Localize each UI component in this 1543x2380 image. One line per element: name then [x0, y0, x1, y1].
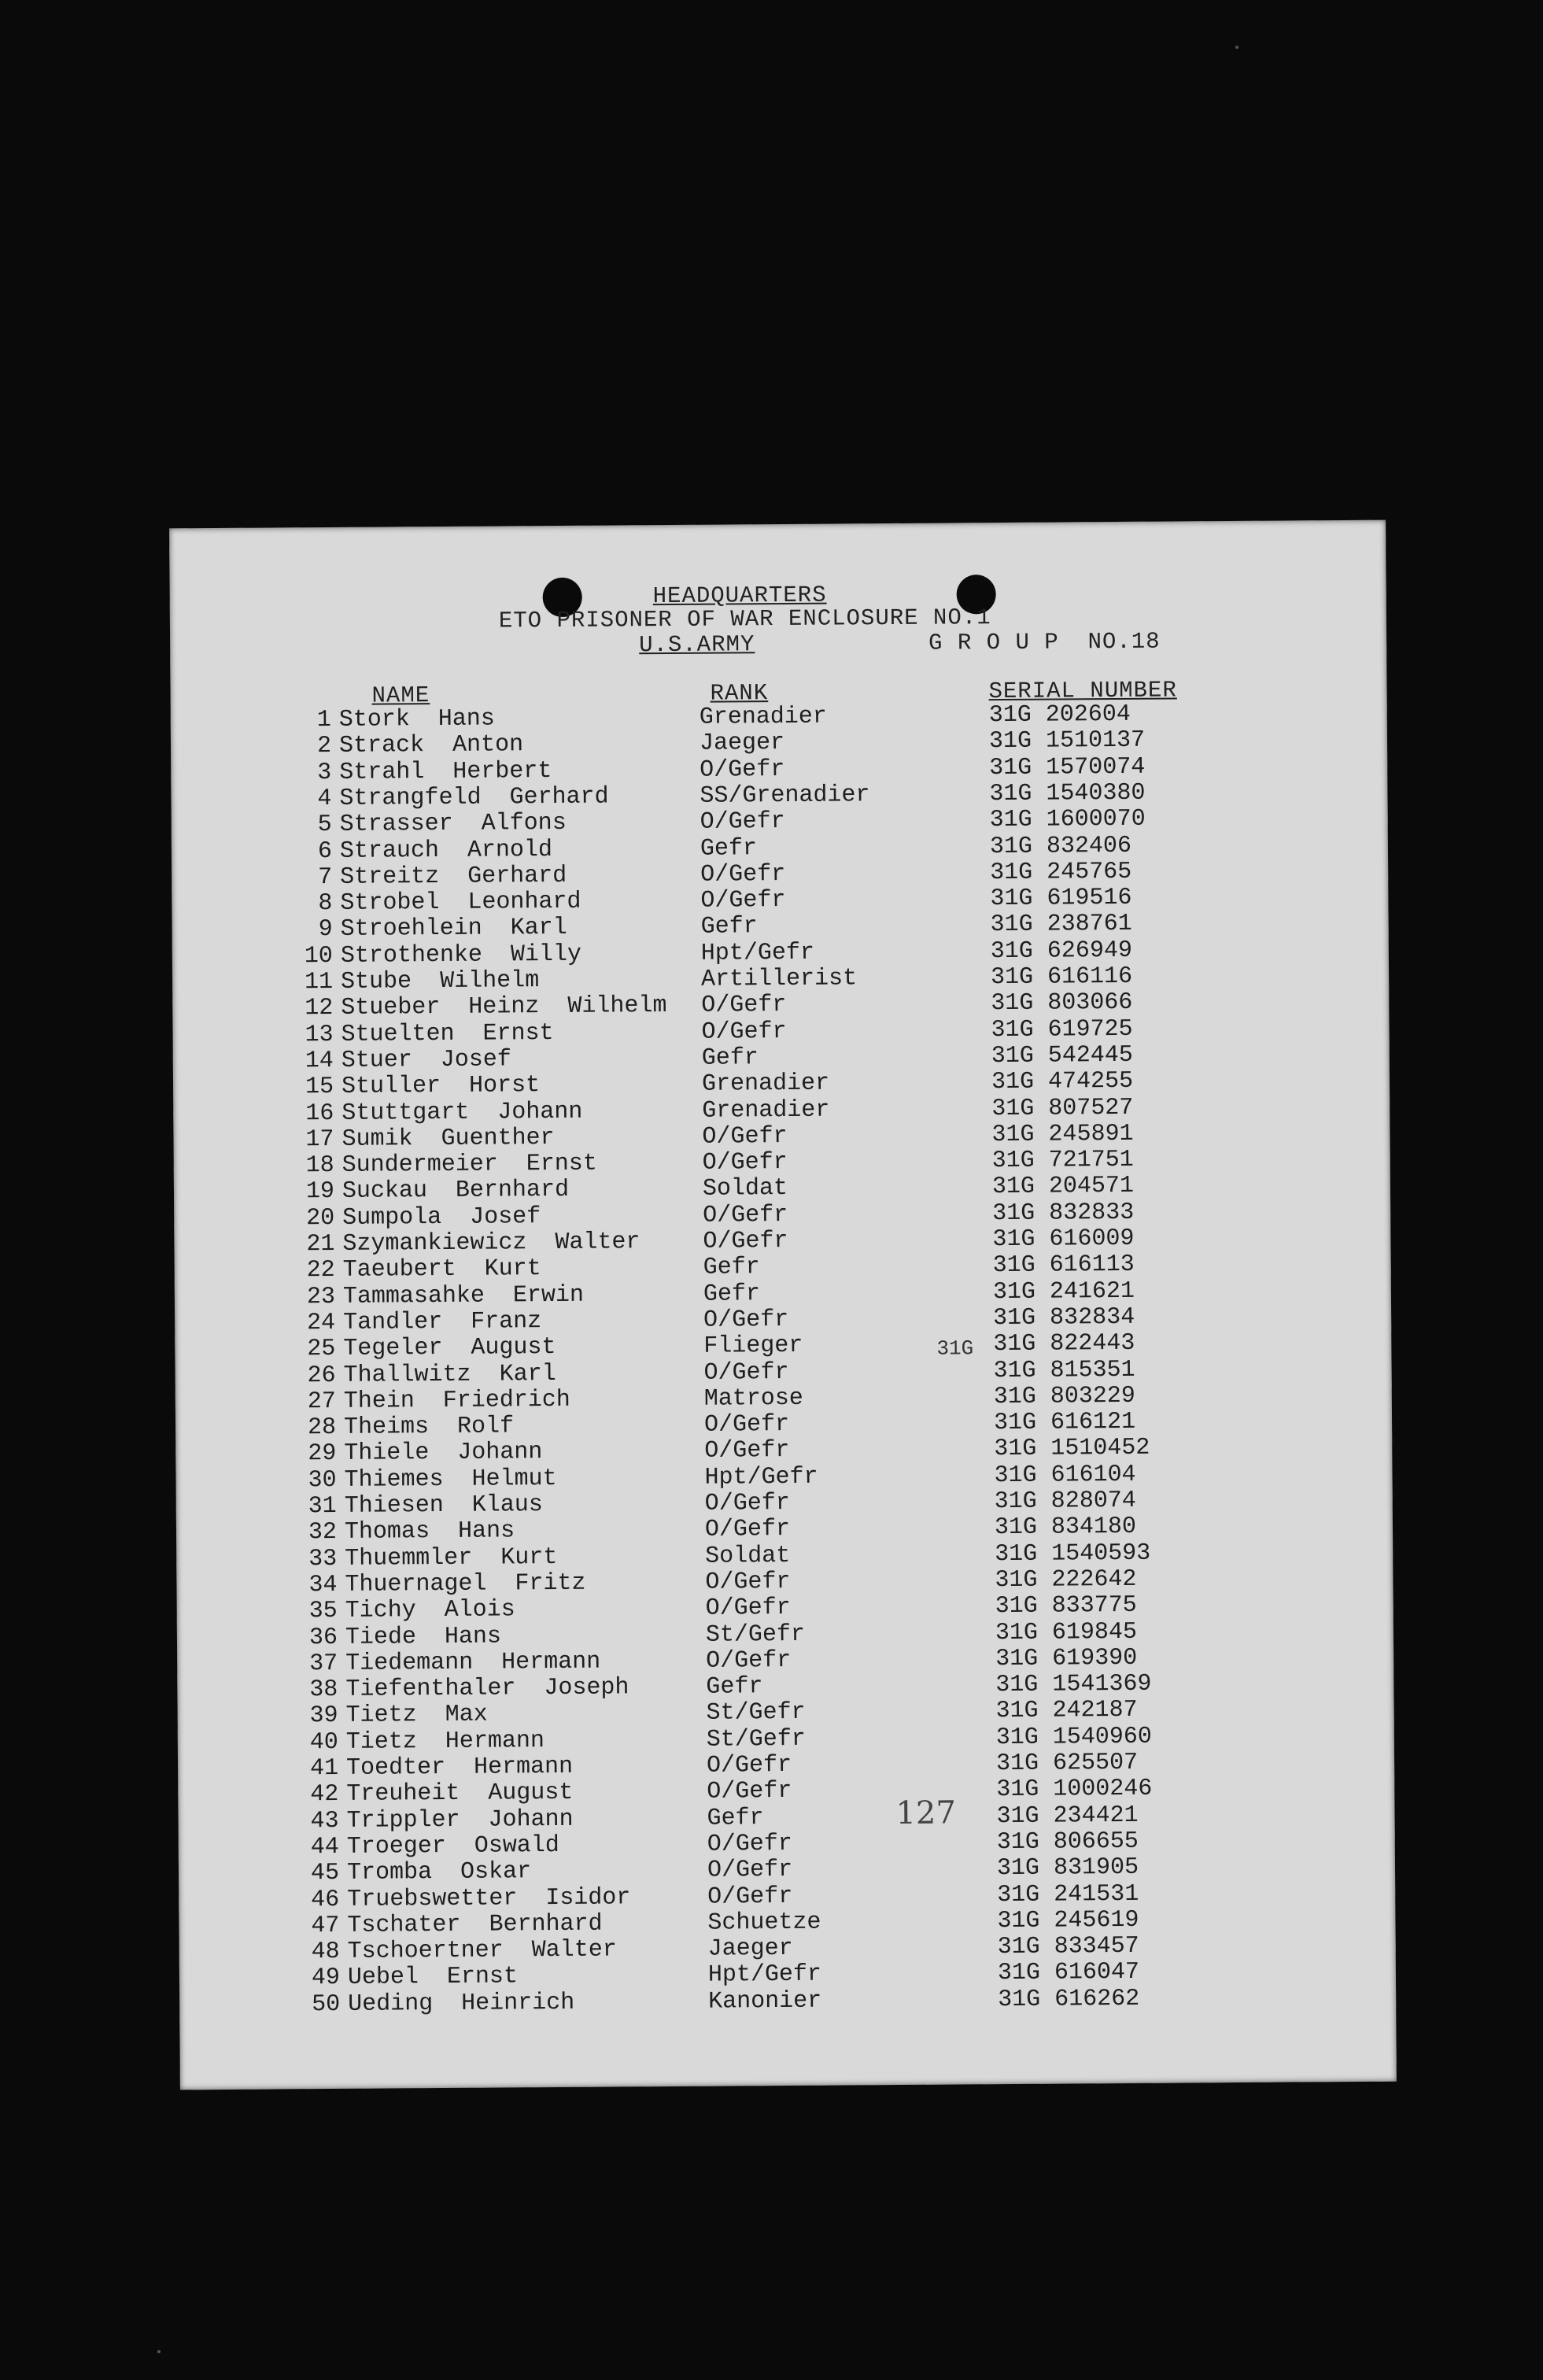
prisoner-name: Tiedemann Hermann [345, 1648, 601, 1677]
prisoner-rank: O/Gefr [701, 992, 787, 1020]
prisoner-rank: Soldat [702, 1175, 788, 1203]
prisoner-rank: Gefr [701, 1044, 759, 1072]
prisoner-rank: Grenadier [701, 1070, 830, 1098]
prisoner-name: Thein Friedrich [343, 1386, 571, 1415]
prisoner-name: Taeubert Kurt [342, 1255, 541, 1284]
row-number: 50 [312, 1990, 341, 2018]
prisoner-rank: O/Gefr [707, 1883, 793, 1911]
row-number: 39 [309, 1702, 338, 1730]
row-number: 16 [305, 1099, 334, 1127]
prisoner-rank: St/Gefr [706, 1699, 806, 1728]
prisoner-name: Stuttgart Johann [341, 1098, 583, 1127]
prisoner-name: Tromba Oskar [346, 1858, 532, 1887]
row-number: 15 [305, 1074, 334, 1101]
prisoner-name: Strauch Arnold [339, 836, 553, 865]
prisoner-rank: O/Gefr [703, 1201, 788, 1229]
serial-number: 31G 241531 [997, 1880, 1139, 1909]
serial-number: 31G 833775 [995, 1592, 1137, 1621]
serial-number: 31G 1510452 [994, 1435, 1150, 1463]
prisoner-rank: O/Gefr [705, 1595, 791, 1622]
serial-number: 31G 616104 [994, 1461, 1136, 1489]
serial-number: 31G 241621 [992, 1277, 1135, 1306]
prisoner-rank: Gefr [706, 1673, 763, 1701]
row-number: 2 [316, 733, 332, 760]
prisoner-rank: Soldat [705, 1542, 791, 1570]
serial-number: 31G 616009 [992, 1225, 1135, 1254]
prisoner-name: Sumik Guenther [341, 1124, 555, 1153]
serial-number: 31G 616116 [990, 963, 1133, 992]
prisoner-rank: Gefr [700, 834, 758, 863]
serial-number: 31G 1000246 [996, 1776, 1153, 1804]
row-number: 29 [308, 1440, 337, 1468]
row-number: 22 [306, 1257, 335, 1284]
prisoner-name: Tschoertner Walter [347, 1936, 617, 1965]
prisoner-rank: O/Gefr [700, 756, 785, 784]
serial-number: 31G 828074 [994, 1487, 1136, 1516]
prisoner-name: Szymankiewicz Walter [342, 1229, 640, 1258]
serial-number: 31G 831905 [996, 1854, 1139, 1883]
serial-number: 31G 832833 [992, 1199, 1135, 1227]
serial-number: 31G 616262 [998, 1985, 1140, 2013]
prisoner-rank: Gefr [703, 1254, 760, 1282]
document-page [169, 520, 1397, 2090]
prisoner-rank: Hpt/Gefr [707, 1961, 822, 1990]
row-number: 28 [307, 1414, 337, 1442]
row-number: 35 [308, 1598, 338, 1625]
prisoner-name: Tichy Alois [345, 1596, 515, 1625]
prisoner-rank: O/Gefr [706, 1751, 792, 1779]
prisoner-rank: Flieger [703, 1332, 803, 1360]
row-number: 42 [310, 1781, 339, 1809]
prisoner-name: Uebel Ernst [347, 1963, 519, 1992]
row-number: 10 [304, 942, 334, 970]
row-number: 19 [305, 1178, 335, 1206]
prisoner-name: Stork Hans [338, 705, 495, 734]
row-number: 12 [305, 995, 334, 1022]
prisoner-rank: O/Gefr [703, 1411, 790, 1439]
prisoner-name: Sumpola Josef [342, 1203, 541, 1232]
prisoner-rank: Gefr [707, 1804, 764, 1832]
serial-number: 31G 619845 [995, 1618, 1138, 1646]
serial-number: 31G 234421 [996, 1802, 1139, 1830]
row-number: 46 [311, 1886, 340, 1913]
prisoner-name: Truebswetter Isidor [347, 1883, 631, 1913]
serial-number: 31G 202604 [988, 700, 1131, 730]
row-number: 32 [308, 1519, 338, 1547]
row-number: 9 [318, 916, 333, 944]
prisoner-rank: O/Gefr [701, 1018, 787, 1046]
row-number: 36 [308, 1624, 338, 1651]
row-number: 11 [304, 968, 334, 996]
prisoner-rank: Jaeger [699, 730, 785, 758]
serial-number: 31G 815351 [993, 1356, 1135, 1384]
serial-number: 31G 834180 [994, 1513, 1137, 1542]
serial-number: 31G 245891 [991, 1120, 1134, 1148]
row-number: 23 [306, 1283, 336, 1310]
prisoner-name: Tschater Bernhard [347, 1910, 603, 1939]
serial-number: 31G 806655 [996, 1828, 1139, 1857]
prisoner-name: Stroehlein Karl [340, 915, 567, 944]
prisoner-rank: Matrose [703, 1384, 803, 1413]
row-number: 20 [306, 1204, 335, 1232]
serial-number: 31G 1540960 [995, 1723, 1153, 1751]
serial-number: 31G 803229 [993, 1382, 1135, 1410]
serial-number: 31G 1510137 [988, 727, 1146, 756]
prisoner-name: Tiede Hans [345, 1623, 502, 1651]
header-us-army: U.S.ARMY [639, 631, 755, 659]
prisoner-rank: Grenadier [699, 703, 827, 731]
prisoner-rank: O/Gefr [702, 1149, 788, 1177]
row-number: 27 [307, 1388, 336, 1416]
row-number: 14 [305, 1047, 334, 1075]
prisoner-name: Troeger Oswald [346, 1831, 559, 1861]
row-number: 3 [317, 759, 332, 786]
prisoner-name: Trippler Johann [346, 1805, 574, 1835]
column-header-serial: SERIAL NUMBER [988, 677, 1177, 705]
prisoner-name: Strack Anton [338, 731, 524, 760]
serial-number: 31G 616113 [992, 1251, 1135, 1280]
row-number: 34 [308, 1571, 338, 1599]
prisoner-name: Thiele Johann [344, 1439, 543, 1468]
row-number: 38 [309, 1676, 338, 1704]
serial-number: 31G 474255 [991, 1068, 1134, 1096]
row-number: 21 [306, 1230, 335, 1258]
serial-number: 31G 1541369 [995, 1670, 1152, 1699]
prisoner-rank: O/Gefr [703, 1227, 788, 1255]
prisoner-name: Thallwitz Karl [343, 1360, 556, 1389]
serial-number: 31G 807527 [991, 1094, 1134, 1122]
row-number: 6 [317, 837, 333, 865]
prisoner-name: Suckau Bernhard [341, 1177, 570, 1206]
serial-number: 31G 1540380 [989, 779, 1146, 808]
prisoner-rank: O/Gefr [706, 1646, 792, 1675]
speck [157, 2350, 161, 2353]
page-number-annotation: 127 [895, 1794, 957, 1832]
serial-number: 31G 625507 [995, 1749, 1139, 1778]
prisoner-rank: O/Gefr [702, 1122, 788, 1151]
prisoner-rank: St/Gefr [705, 1621, 806, 1649]
prisoner-name: Stuer Josef [341, 1046, 511, 1074]
prisoner-name: Tammasahke Erwin [342, 1281, 585, 1310]
row-number: 45 [310, 1860, 340, 1887]
row-number: 4 [317, 785, 332, 813]
prisoner-name: Stuelten Ernst [341, 1019, 554, 1048]
row-number: 8 [318, 890, 333, 918]
serial-number: 31G 626949 [990, 937, 1133, 965]
serial-number: 31G 542445 [991, 1041, 1133, 1070]
serial-number: 31G 822443 [993, 1330, 1135, 1358]
serial-number: 31G 721751 [991, 1146, 1134, 1175]
prisoner-rank: O/Gefr [707, 1778, 792, 1805]
row-number: 25 [307, 1336, 336, 1363]
prisoner-rank: Hpt/Gefr [700, 939, 815, 967]
prisoner-rank: O/Gefr [705, 1568, 791, 1596]
row-number: 48 [311, 1938, 340, 1966]
row-number: 5 [317, 811, 332, 839]
row-number: 44 [310, 1833, 339, 1861]
prisoner-rank: SS/Grenadier [700, 782, 870, 810]
serial-number: 31G 832406 [989, 832, 1132, 860]
header-group: G R O U P NO.18 [928, 628, 1161, 656]
row-number: 18 [305, 1152, 334, 1180]
prisoner-rank: Hpt/Gefr [704, 1463, 818, 1491]
serial-number: 31G 803066 [991, 989, 1133, 1018]
prisoner-rank: Schuetze [707, 1909, 821, 1937]
serial-number: 31G 245765 [990, 858, 1132, 886]
row-number: 41 [309, 1754, 339, 1783]
struck-out-mark: 31G [936, 1336, 974, 1361]
prisoner-rank: Gefr [700, 913, 758, 941]
serial-number: 31G 832834 [993, 1303, 1135, 1332]
row-number: 17 [305, 1125, 334, 1154]
serial-number: 31G 616047 [997, 1959, 1140, 1987]
prisoner-rank: O/Gefr [704, 1489, 790, 1517]
row-number: 33 [308, 1545, 338, 1572]
serial-number: 31G 833457 [997, 1932, 1139, 1961]
prisoner-name: Toedter Hermann [345, 1753, 574, 1782]
prisoner-name: Streitz Gerhard [340, 862, 567, 891]
serial-number: 31G 616121 [993, 1408, 1136, 1437]
serial-number: 31G 222642 [995, 1565, 1137, 1595]
prisoner-name: Thuernagel Fritz [345, 1569, 586, 1598]
serial-number: 31G 619516 [990, 884, 1132, 913]
prisoner-rank: Artillerist [700, 965, 858, 993]
serial-number: 31G 242187 [995, 1697, 1138, 1725]
prisoner-name: Tandler Franz [343, 1308, 542, 1336]
column-header-name: NAME [371, 682, 430, 709]
prisoner-name: Thiemes Helmut [344, 1465, 557, 1494]
prisoner-name: Strasser Alfons [339, 810, 567, 839]
prisoner-rank: O/Gefr [700, 860, 786, 889]
prisoner-name: Stube Wilhelm [341, 967, 540, 996]
prisoner-rank: O/Gefr [707, 1857, 793, 1884]
serial-number: 31G 238761 [990, 911, 1132, 939]
prisoner-name: Tietz Hermann [345, 1727, 545, 1756]
row-number: 49 [311, 1964, 341, 1992]
serial-number: 31G 1540593 [995, 1539, 1151, 1568]
prisoner-name: Thiesen Klaus [344, 1491, 543, 1520]
row-number: 47 [311, 1912, 340, 1940]
prisoner-name: Tiefenthaler Joseph [345, 1674, 629, 1703]
prisoner-name: Tietz Max [345, 1702, 488, 1730]
prisoner-rank: Gefr [703, 1280, 761, 1308]
prisoner-name: Strobel Leonhard [340, 888, 581, 918]
row-number: 43 [310, 1807, 339, 1835]
prisoner-name: Treuheit August [346, 1779, 574, 1809]
prisoner-rank: Jaeger [707, 1935, 793, 1963]
serial-number: 31G 1600070 [989, 805, 1146, 834]
prisoner-rank: Grenadier [702, 1096, 830, 1125]
prisoner-rank: Kanonier [708, 1987, 822, 2016]
row-number: 31 [308, 1492, 337, 1521]
row-number: 7 [318, 863, 333, 891]
prisoner-rank: O/Gefr [700, 808, 785, 836]
prisoner-name: Thomas Hans [344, 1517, 515, 1547]
speck [1235, 46, 1238, 49]
serial-number: 31G 619390 [995, 1644, 1138, 1672]
column-header-rank: RANK [710, 680, 769, 707]
prisoner-name: Thuemmler Kurt [345, 1543, 558, 1572]
prisoner-name: Ueding Heinrich [348, 1989, 575, 2018]
prisoner-name: Strahl Herbert [339, 757, 552, 786]
prisoner-rank: O/Gefr [704, 1516, 791, 1543]
serial-number: 31G 1570074 [989, 753, 1146, 782]
prisoner-name: Stueber Heinz Wilhelm [341, 992, 667, 1022]
row-number: 40 [309, 1728, 338, 1756]
header-headquarters: HEADQUARTERS [652, 582, 827, 610]
prisoner-rank: O/Gefr [703, 1306, 789, 1334]
prisoner-rank: St/Gefr [706, 1725, 807, 1754]
prisoner-name: Theims Rolf [343, 1413, 515, 1441]
row-number: 1 [316, 706, 331, 734]
prisoner-name: Strangfeld Gerhard [339, 783, 609, 812]
prisoner-rank: O/Gefr [700, 887, 786, 915]
prisoner-name: Strothenke Willy [340, 941, 582, 970]
serial-number: 31G 204571 [991, 1173, 1135, 1201]
prisoner-name: Sundermeier Ernst [341, 1150, 597, 1180]
row-number: 30 [308, 1466, 337, 1494]
row-number: 24 [307, 1309, 336, 1337]
serial-number: 31G 245619 [997, 1906, 1139, 1935]
prisoner-rank: O/Gefr [707, 1830, 792, 1858]
prisoner-name: Tegeler August [343, 1334, 556, 1363]
prisoner-name: Stuller Horst [341, 1072, 541, 1101]
row-number: 13 [305, 1021, 334, 1048]
serial-number: 31G 619725 [991, 1015, 1133, 1044]
prisoner-rank: O/Gefr [704, 1437, 790, 1465]
row-number: 37 [309, 1650, 338, 1678]
row-number: 26 [307, 1362, 336, 1389]
prisoner-rank: O/Gefr [703, 1358, 789, 1387]
header-enclosure: ETO PRISONER OF WAR ENCLOSURE NO.1 [498, 604, 991, 634]
